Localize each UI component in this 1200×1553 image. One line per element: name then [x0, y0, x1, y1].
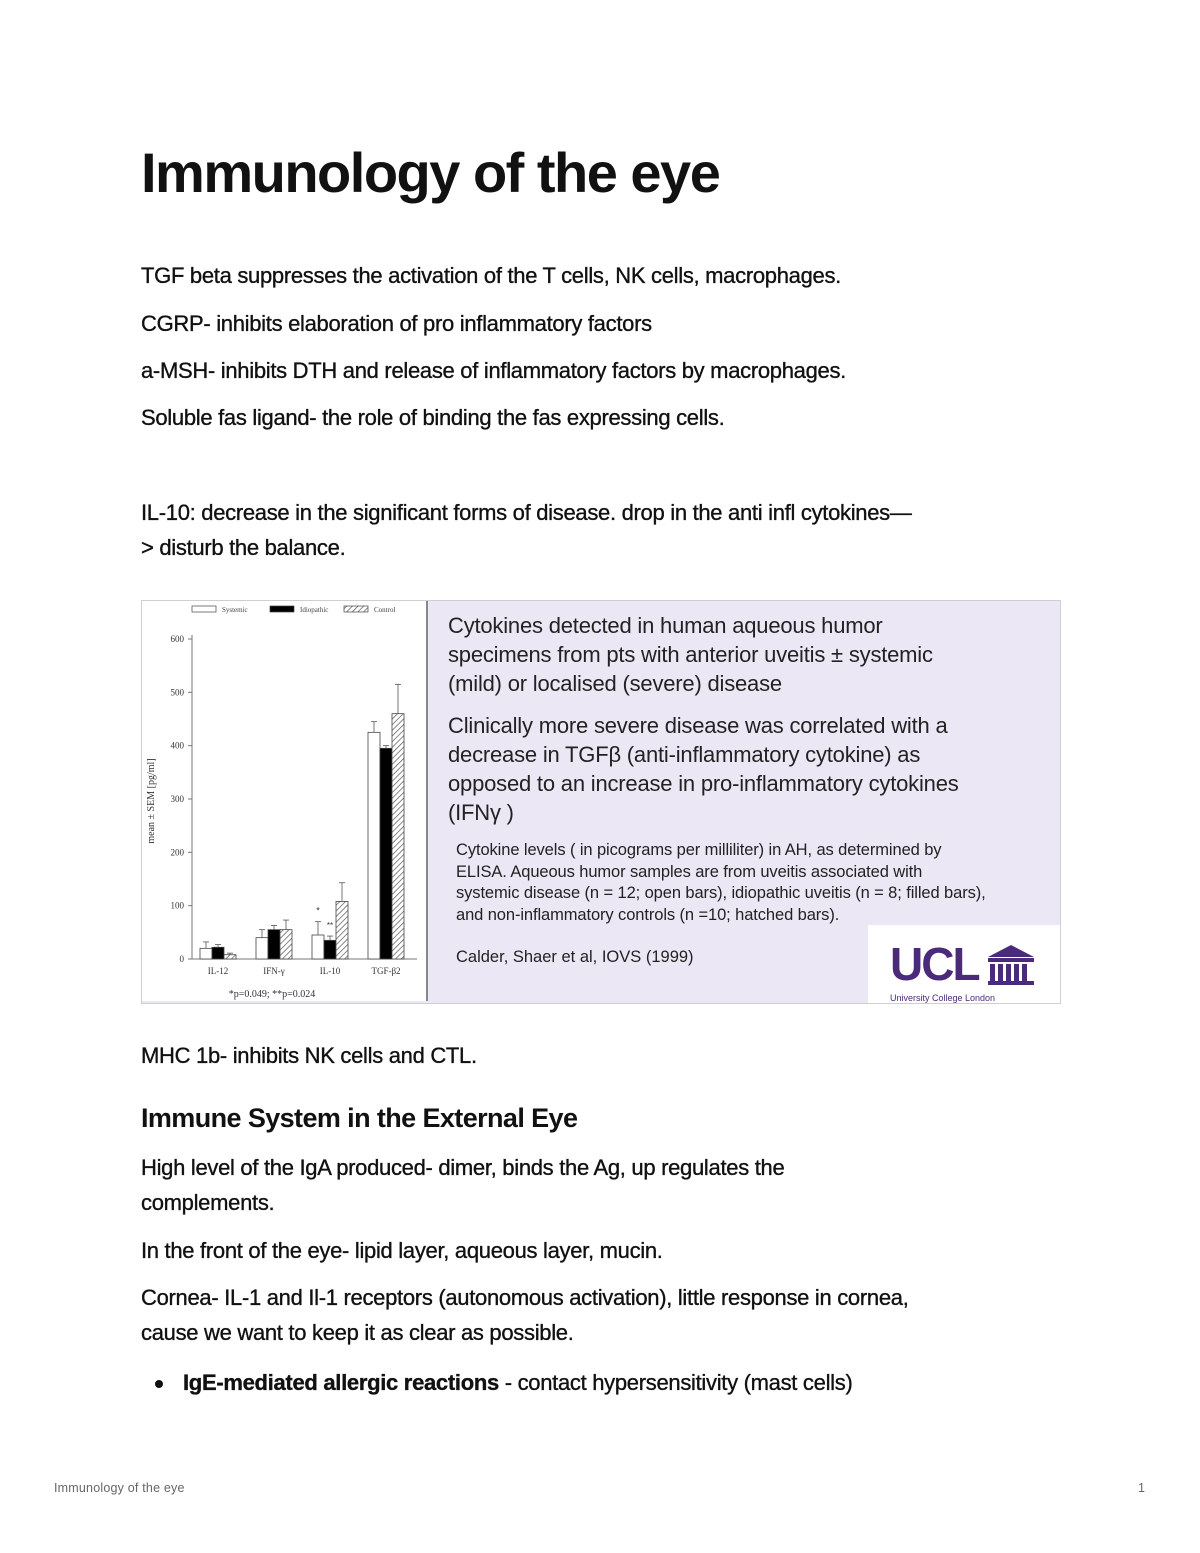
list-item	[141, 1365, 852, 1400]
figure-citation: Calder, Shaer et al, IOVS (1999)	[456, 948, 694, 966]
paragraph-iga-line2: complements.	[141, 1190, 275, 1215]
chart-legend-swatch	[192, 606, 216, 612]
ucl-logo-text: UCL	[890, 938, 979, 990]
figure-lead-2	[448, 711, 1038, 827]
chart-annotation: **	[326, 921, 334, 931]
chart-legend-swatch	[344, 606, 368, 612]
bullet-icon	[155, 1380, 163, 1388]
chart-x-tick-label: IFN-γ	[263, 966, 285, 976]
figure-lead-2-line: decrease in TGFβ (anti-inflammatory cytokine) as	[448, 742, 921, 767]
paragraph-il10-line1: IL-10: decrease in the significant forms of disease. drop in the anti infl cytokines—	[141, 500, 912, 525]
bullet-text: - contact hypersensitivity (mast cells)	[498, 1370, 853, 1395]
bullet-strong-text: IgE-mediated allergic reactions	[183, 1370, 499, 1395]
chart-bar	[336, 901, 348, 959]
chart-bar	[224, 955, 236, 959]
paragraph-cornea-line1: Cornea- IL-1 and Il-1 receptors (autonomous activation), little response in cornea,	[141, 1285, 909, 1310]
chart-y-tick-label: 300	[170, 794, 184, 804]
figure-lead-1-line: Cytokines detected in human aqueous humor	[448, 613, 883, 638]
chart-y-tick-label: 400	[170, 740, 184, 751]
paragraph-a-msh: a-MSH- inhibits DTH and release of inflammatory factors by macrophages.	[141, 358, 846, 383]
chart-y-axis-label: mean ± SEM [pg/ml]	[146, 758, 157, 844]
page-title: Immunology of the eye	[141, 141, 720, 204]
figure-caption-line: Cytokine levels ( in picograms per milliliter) in AH, as determined by	[456, 841, 942, 859]
chart-bar	[380, 748, 392, 959]
paragraph-tgf-beta: TGF beta suppresses the activation of the T cells, NK cells, macrophages.	[141, 263, 841, 288]
paragraph-fas-ligand: Soluble fas ligand- the role of binding the fas expressing cells.	[141, 405, 725, 430]
cytokine-bar-chart	[142, 601, 426, 1001]
figure-lead-2-line: Clinically more severe disease was correlated with a	[448, 713, 948, 738]
chart-legend-swatch	[270, 606, 294, 612]
chart-legend-label: Systemic	[222, 606, 248, 614]
figure-lead-2-line: opposed to an increase in pro-inflammatory cytokines	[448, 771, 959, 796]
chart-y-tick-label: 200	[170, 847, 184, 858]
paragraph-cgrp: CGRP- inhibits elaboration of pro inflammatory factors	[141, 311, 652, 336]
paragraph-il10-line2: > disturb the balance.	[141, 535, 346, 560]
chart-footnote: *p=0.049; **p=0.024	[228, 989, 316, 1000]
chart-bar	[256, 938, 268, 959]
chart-bar	[280, 930, 292, 959]
ucl-logo-subtitle: University College London	[890, 993, 996, 1003]
figure-caption-line: ELISA. Aqueous humor samples are from uveitis associated with	[456, 862, 923, 881]
chart-x-tick-label: IL-10	[319, 966, 341, 976]
figure-lead-1	[448, 611, 1038, 698]
paragraph-front-eye: In the front of the eye- lipid layer, aqueous layer, mucin.	[141, 1238, 663, 1263]
ucl-portico-icon	[986, 943, 1036, 987]
chart-x-tick-label: TGF-β2	[371, 966, 401, 976]
paragraph-mhc: MHC 1b- inhibits NK cells and CTL.	[141, 1043, 477, 1068]
chart-x-tick-label: IL-12	[207, 966, 229, 976]
chart-y-tick-label: 0	[179, 954, 184, 964]
chart-legend-label: Idiopathic	[300, 606, 329, 614]
bullet-list	[141, 1365, 852, 1400]
figure-caption	[456, 840, 1046, 926]
chart-bar	[212, 947, 224, 959]
page-number: 1	[1138, 1481, 1145, 1495]
chart-bar	[368, 732, 380, 959]
chart-y-tick-label: 600	[170, 634, 184, 644]
chart-bar	[200, 948, 212, 959]
chart-bar	[312, 935, 324, 959]
chart-panel	[142, 601, 428, 1001]
paragraph-cornea-line2: cause we want to keep it as clear as possible.	[141, 1320, 574, 1345]
chart-y-tick-label: 100	[170, 900, 184, 911]
chart-legend-label: Control	[374, 606, 396, 614]
chart-annotation: *	[316, 905, 320, 916]
figure-lead-1-line: (mild) or localised (severe) disease	[448, 671, 782, 696]
footer-title: Immunology of the eye	[54, 1481, 185, 1495]
section-heading-external-eye: Immune System in the External Eye	[141, 1103, 578, 1133]
figure-lead-2-line: (IFNγ )	[448, 800, 514, 825]
chart-bar	[392, 714, 404, 959]
chart-bar	[324, 940, 336, 959]
paragraph-iga-line1: High level of the IgA produced- dimer, binds the Ag, up regulates the	[141, 1155, 785, 1180]
chart-bar	[268, 930, 280, 959]
cytokine-figure	[141, 600, 1061, 1004]
ucl-logo	[868, 925, 1060, 1003]
figure-caption-line: and non-inflammatory controls (n =10; hatched bars).	[456, 905, 840, 924]
figure-caption-line: systemic disease (n = 12; open bars), idiopathic uveitis (n = 8; filled bars),	[456, 884, 986, 902]
figure-lead-1-line: specimens from pts with anterior uveitis ± systemic	[448, 642, 933, 667]
chart-y-tick-label: 500	[170, 687, 184, 698]
